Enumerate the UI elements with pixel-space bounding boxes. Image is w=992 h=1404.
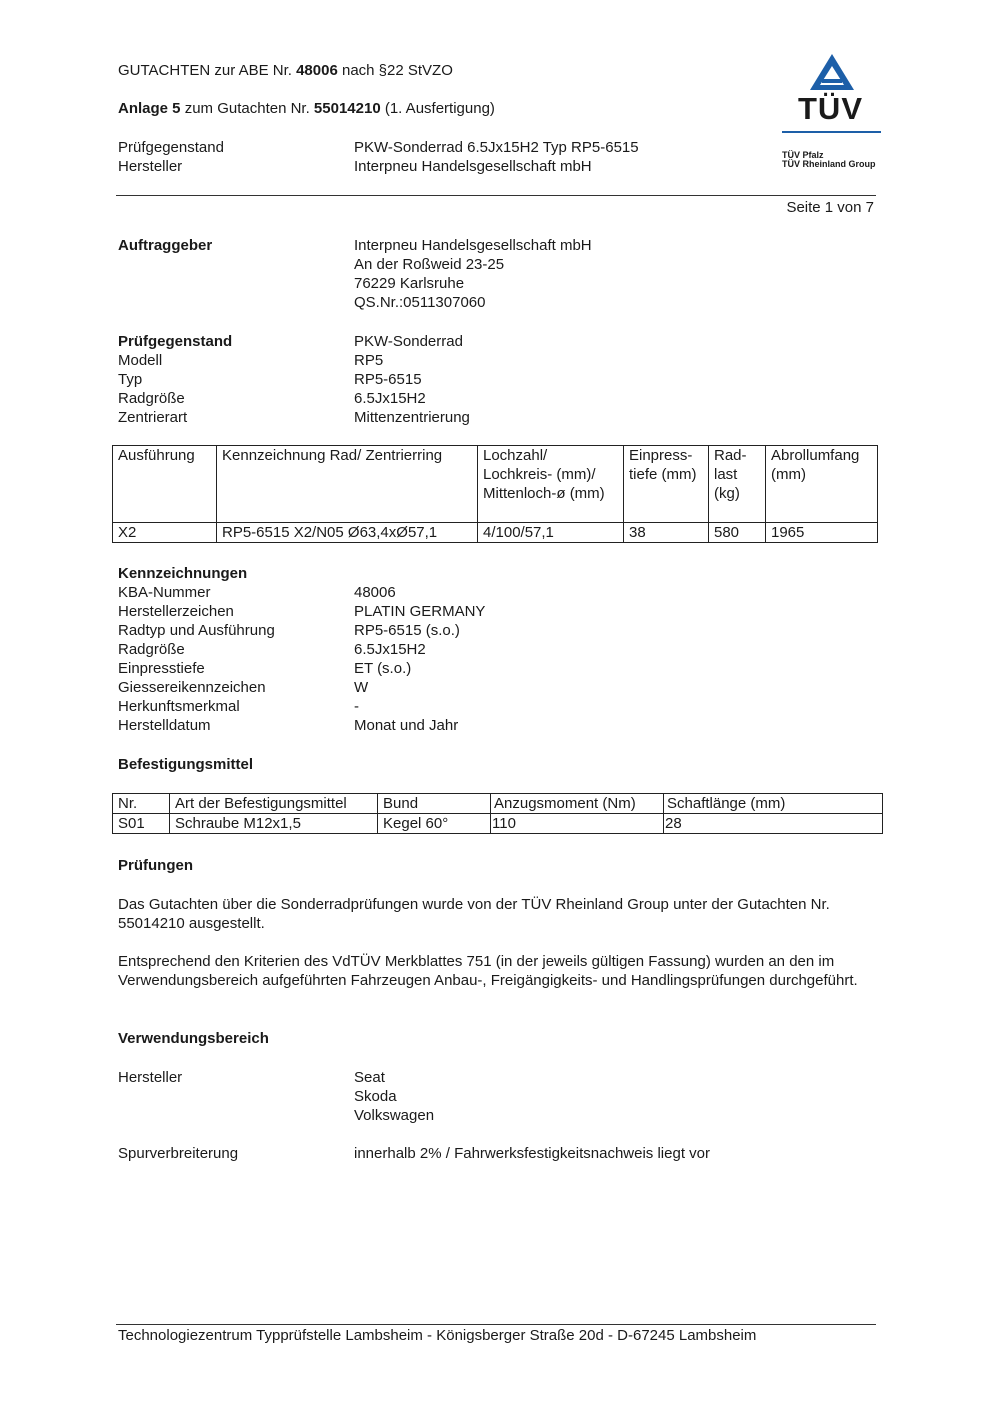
verwendung-hersteller-2: Skoda [354, 1088, 397, 1105]
auftraggeber-line-4: QS.Nr.:0511307060 [354, 294, 486, 311]
table-header-row [113, 446, 878, 523]
spurverbreiterung-label: Spurverbreiterung [118, 1145, 239, 1162]
header-line-2-middle: zum Gutachten Nr. [180, 100, 314, 117]
tuev-logo-line-2: TÜV Rheinland Group [782, 159, 876, 169]
einpresstiefe-value: ET (s.o.) [354, 660, 412, 677]
modell-value: RP5 [354, 352, 384, 369]
table-cell: 580 [709, 523, 766, 543]
table-header-cell: Kennzeichnung Rad/ Zentrierring [217, 446, 478, 523]
table-header-cell: Art der Befestigungsmittel [170, 794, 378, 814]
tuev-logo [744, 52, 920, 174]
typ-label: Typ [118, 371, 143, 388]
table-header-cell: Bund [378, 794, 491, 814]
herkunft-label: Herkunftsmerkmal [118, 698, 240, 715]
table-header-cell: Lochzahl/ Lochkreis- (mm)/ Mittenloch-ø (mm) [478, 446, 624, 523]
pruefungen-paragraph-2: Entsprechend den Kriterien des VdTÜV Merkblattes 751 (in der jeweils gültigen Fassung) wurden an den im Verwendungsbereich aufgeführten Fahrzeugen Anbau-, Freigängigkeits- und Handlingsprüfungen durchgeführt. [118, 953, 858, 989]
table-header-cell: Nr. [113, 794, 170, 814]
table-cell: RP5-6515 X2/N05 Ø63,4xØ57,1 [217, 523, 478, 543]
table-cell: 4/100/57,1 [478, 523, 624, 543]
page-indicator: Seite 1 von 7 [786, 199, 874, 216]
auftraggeber-line-2: An der Roßweid 23-25 [354, 256, 505, 273]
anlage-label: Anlage 5 [118, 100, 181, 117]
typ-value: RP5-6515 [354, 371, 422, 388]
auftraggeber-line-3: 76229 Karlsruhe [354, 275, 465, 292]
auftraggeber-line-1: Interpneu Handelsgesellschaft mbH [354, 237, 592, 254]
header-label-pruefgegenstand: Prüfgegenstand [118, 139, 224, 156]
verwendung-hersteller-label: Hersteller [118, 1069, 183, 1086]
header-value-pruefgegenstand: PKW-Sonderrad 6.5Jx15H2 Typ RP5-6515 [354, 139, 639, 156]
pruefgegenstand-heading-value: PKW-Sonderrad [354, 333, 463, 350]
modell-label: Modell [118, 352, 163, 369]
tuev-logo-text: TÜV [798, 91, 863, 126]
spurverbreiterung-value: innerhalb 2% / Fahrwerksfestigkeitsnachweis liegt vor [354, 1145, 710, 1162]
header-line-1-prefix: GUTACHTEN zur ABE Nr. [118, 62, 297, 79]
header-divider [116, 195, 876, 196]
table-header-cell: Schaftlänge (mm) [664, 794, 883, 814]
gutachten-number: 55014210 [313, 100, 381, 117]
tuev-logo-line-1: TÜV Pfalz [782, 150, 824, 160]
einpresstiefe-label: Einpresstiefe [118, 660, 205, 677]
pruefgegenstand-heading: Prüfgegenstand [118, 333, 233, 350]
table-cell: 38 [624, 523, 709, 543]
table-header-cell: Einpress- tiefe (mm) [624, 446, 709, 523]
kba-label: KBA-Nummer [118, 584, 211, 601]
giesserei-label: Giessereikennzeichen [118, 679, 266, 696]
radtyp-label: Radtyp und Ausführung [118, 622, 275, 639]
auftraggeber-heading: Auftraggeber [118, 237, 213, 254]
radgroesse-label: Radgröße [118, 390, 185, 407]
pruefungen-paragraph-1: Das Gutachten über die Sonderradprüfungen wurde von der TÜV Rheinland Group unter der Gutachten Nr. 55014210 ausgestellt. [118, 896, 830, 932]
radgroesse-k-label: Radgröße [118, 641, 185, 658]
herstelldatum-value: Monat und Jahr [354, 717, 459, 734]
table-header-cell: Rad- last (kg) [709, 446, 766, 523]
table-cell: 28 [664, 814, 883, 834]
table-row [113, 523, 878, 543]
header-value-hersteller: Interpneu Handelsgesellschaft mbH [354, 158, 592, 175]
giesserei-value: W [354, 679, 369, 696]
befestigung-table [112, 793, 883, 834]
table-cell: X2 [113, 523, 217, 543]
table-cell: Schraube M12x1,5 [170, 814, 378, 834]
table-cell: Kegel 60° [378, 814, 491, 834]
herstelldatum-label: Herstelldatum [118, 717, 211, 734]
table-cell: 110 [491, 814, 664, 834]
abe-number: 48006 [296, 62, 338, 79]
herstellerzeichen-value: PLATIN GERMANY [354, 603, 486, 620]
verwendung-hersteller-3: Volkswagen [354, 1107, 435, 1124]
befestigung-heading: Befestigungsmittel [118, 756, 254, 773]
footer-divider [116, 1324, 876, 1325]
radgroesse-k-value: 6.5Jx15H2 [354, 641, 426, 658]
table-header-cell: Abrollumfang (mm) [766, 446, 878, 523]
header-line-2 [118, 99, 495, 118]
table-header-cell: Ausführung [113, 446, 217, 523]
radtyp-value: RP5-6515 (s.o.) [354, 622, 460, 639]
table-header-row [113, 794, 883, 814]
header-line-2-suffix: (1. Ausfertigung) [380, 100, 495, 117]
wheel-table [112, 445, 878, 543]
verwendung-heading: Verwendungsbereich [118, 1030, 269, 1047]
header-line-1-suffix: nach §22 StVZO [337, 62, 453, 79]
verwendung-hersteller-1: Seat [354, 1069, 385, 1086]
zentrierart-value: Mittenzentrierung [354, 409, 470, 426]
header-line-1 [118, 61, 453, 80]
kennzeichnungen-heading: Kennzeichnungen [118, 565, 248, 582]
table-cell: 1965 [766, 523, 878, 543]
pruefungen-heading: Prüfungen [118, 857, 193, 874]
footer-text: Technologiezentrum Typprüfstelle Lambsheim - Königsberger Straße 20d - D-67245 Lambsheim [118, 1327, 757, 1344]
table-header-cell: Anzugsmoment (Nm) [491, 794, 664, 814]
kba-value: 48006 [354, 584, 396, 601]
header-label-hersteller: Hersteller [118, 158, 183, 175]
herstellerzeichen-label: Herstellerzeichen [118, 603, 234, 620]
table-row [113, 814, 883, 834]
herkunft-value: - [354, 698, 359, 715]
table-cell: S01 [113, 814, 170, 834]
radgroesse-value: 6.5Jx15H2 [354, 390, 426, 407]
zentrierart-label: Zentrierart [118, 409, 188, 426]
